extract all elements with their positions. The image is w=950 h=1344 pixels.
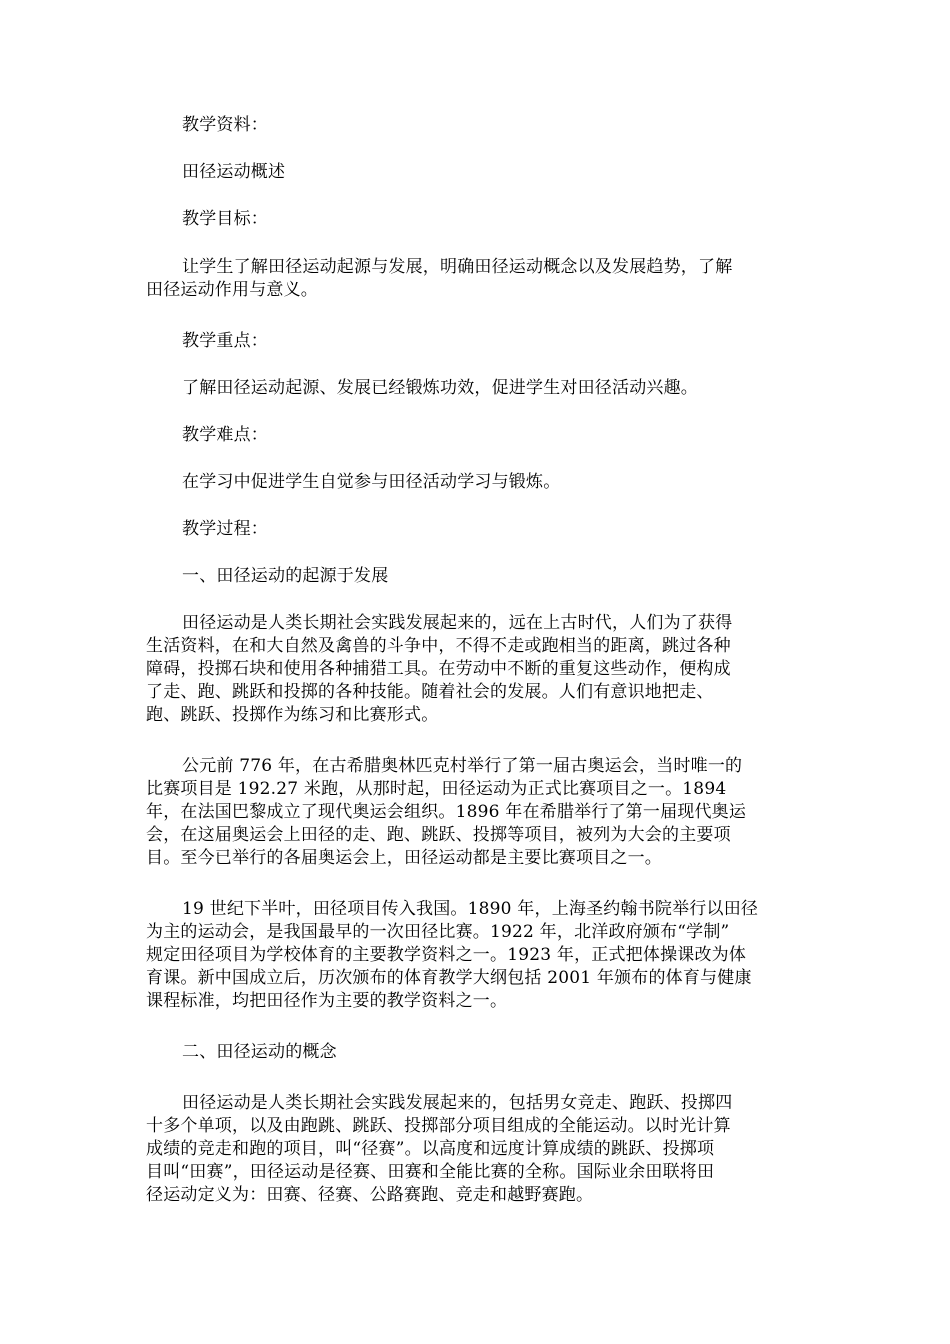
doc-line: 比赛项目是 192.27 米跑，从那时起，田径运动为正式比赛项目之一。1894 (146, 779, 727, 799)
doc-line: 成绩的竞走和跑的项目，叫“径赛”。以高度和远度计算成绩的跳跃、投掷项 (146, 1139, 715, 1159)
doc-line: 了走、跑、跳跃和投掷的各种技能。随着社会的发展。人们有意识地把走、 (146, 682, 714, 702)
doc-line: 一、田径运动的起源于发展 (182, 566, 389, 586)
doc-line: 教学目标： (182, 209, 268, 229)
doc-line: 年，在法国巴黎成立了现代奥运会组织。1896 年在希腊举行了第一届现代奥运 (146, 802, 747, 822)
doc-line: 目叫“田赛”，田径运动是径赛、田赛和全能比赛的全称。国际业余田联将田 (146, 1162, 715, 1182)
doc-line: 了解田径运动起源、发展已经锻炼功效，促进学生对田径活动兴趣。 (182, 378, 698, 398)
doc-line: 在学习中促进学生自觉参与田径活动学习与锻炼。 (182, 472, 561, 492)
doc-line: 教学重点： (182, 331, 268, 351)
doc-line: 让学生了解田径运动起源与发展，明确田径运动概念以及发展趋势，了解 (182, 257, 733, 277)
doc-line: 田径运动作用与意义。 (146, 280, 318, 300)
doc-line: 会，在这届奥运会上田径的走、跑、跳跃、投掷等项目，被列为大会的主要项 (146, 825, 731, 845)
doc-line: 障碍，投掷石块和使用各种捕猎工具。在劳动中不断的重复这些动作，便构成 (146, 659, 731, 679)
doc-line: 课程标准，均把田径作为主要的教学资料之一。 (146, 991, 508, 1011)
doc-line: 19 世纪下半叶，田径项目传入我国。1890 年，上海圣约翰书院举行以田径 (182, 899, 759, 919)
doc-line: 育课。新中国成立后，历次颁布的体育教学大纲包括 2001 年颁布的体育与健康 (146, 968, 752, 988)
doc-line: 公元前 776 年，在古希腊奥林匹克村举行了第一届古奥运会，当时唯一的 (182, 756, 743, 776)
doc-line: 教学资料： (182, 115, 268, 135)
doc-line: 田径运动概述 (182, 162, 286, 182)
doc-line: 规定田径项目为学校体育的主要教学资料之一。1923 年，正式把体操课改为体 (146, 945, 747, 965)
doc-line: 径运动定义为：田赛、径赛、公路赛跑、竞走和越野赛跑。 (146, 1185, 594, 1205)
doc-line: 十多个单项，以及由跑跳、跳跃、投掷部分项目组成的全能运动。以时光计算 (146, 1116, 731, 1136)
doc-line: 生活资料，在和大自然及禽兽的斗争中，不得不走或跑相当的距离，跳过各种 (146, 636, 731, 656)
doc-line: 教学过程： (182, 519, 268, 539)
doc-line: 教学难点： (182, 425, 268, 445)
doc-line: 为主的运动会，是我国最早的一次田径比赛。1922 年，北洋政府颁布“学制” (146, 922, 730, 942)
doc-line: 目。至今已举行的各届奥运会上，田径运动都是主要比赛项目之一。 (146, 848, 662, 868)
doc-line: 田径运动是人类长期社会实践发展起来的，远在上古时代，人们为了获得 (182, 613, 733, 633)
doc-line: 田径运动是人类长期社会实践发展起来的，包括男女竞走、跑跃、投掷四 (182, 1093, 733, 1113)
doc-line: 二、田径运动的概念 (182, 1042, 337, 1062)
doc-line: 跑、跳跃、投掷作为练习和比赛形式。 (146, 705, 439, 725)
